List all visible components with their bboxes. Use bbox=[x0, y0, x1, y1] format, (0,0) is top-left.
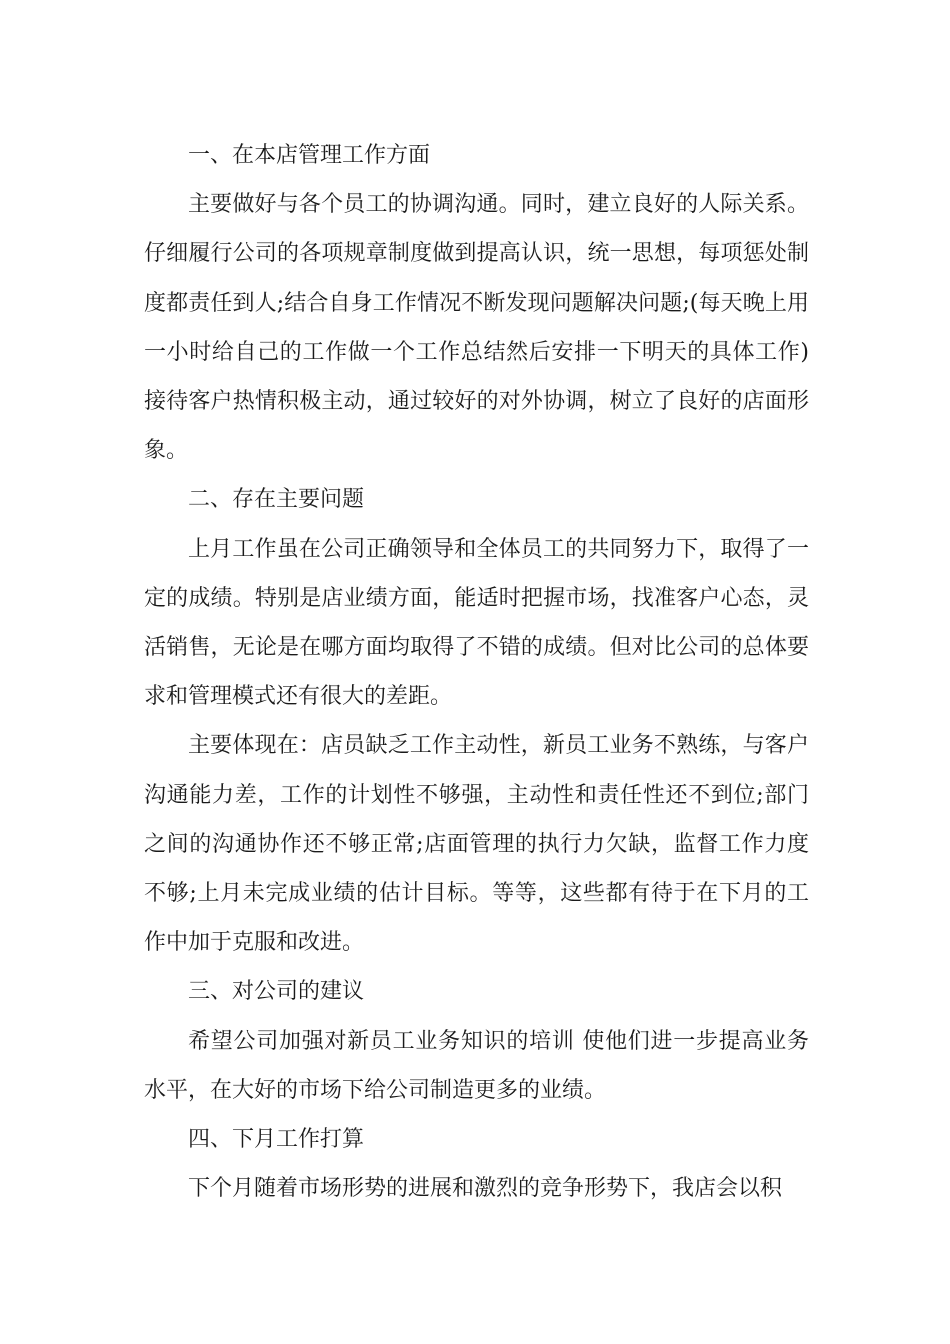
section-heading-suggestions: 三、对公司的建议 bbox=[188, 979, 365, 1005]
paragraph-problems-overview: 上月工作虽在公司正确领导和全体员工的共同努力下，取得了一定的成绩。特别是店业绩方面，能适时把握市场，找准客户心态，灵活销售，无论是在哪方面均取得了不错的成绩。但对比公司的总体要求和管理模式还有很大的差距。 bbox=[144, 536, 809, 710]
paragraph-problems-details: 主要体现在：店员缺乏工作主动性，新员工业务不熟练，与客户沟通能力差，工作的计划性不够强，主动性和责任性还不到位;部门之间的沟通协作还不够正常;店面管理的执行力欠缺，监督工作力度不够;上月未完成业绩的估计目标。等等，这些都有待于在下月的工作中加于克服和改进。 bbox=[144, 733, 809, 956]
section-heading-next-month: 四、下月工作打算 bbox=[188, 1127, 365, 1153]
section-heading-problems: 二、存在主要问题 bbox=[188, 487, 365, 513]
document-body bbox=[144, 131, 809, 1213]
paragraph-next-month: 下个月随着市场形势的进展和激烈的竞争形势下，我店会以积 bbox=[188, 1176, 783, 1202]
paragraph-suggestions: 希望公司加强对新员工业务知识的培训 使他们进一步提高业务水平，在大好的市场下给公司制造更多的业绩。 bbox=[144, 1028, 809, 1103]
paragraph-management: 主要做好与各个员工的协调沟通。同时，建立良好的人际关系。仔细履行公司的各项规章制度做到提高认识，统一思想，每项惩处制度都责任到人;结合自身工作情况不断发现问题解决问题;(每天晚上用一小时给自己的工作做一个工作总结然后安排一下明天的具体工作)接待客户热情积极主动，通过较好的对外协调，树立了良好的店面形象。 bbox=[144, 192, 809, 464]
section-heading-management: 一、在本店管理工作方面 bbox=[188, 143, 431, 168]
